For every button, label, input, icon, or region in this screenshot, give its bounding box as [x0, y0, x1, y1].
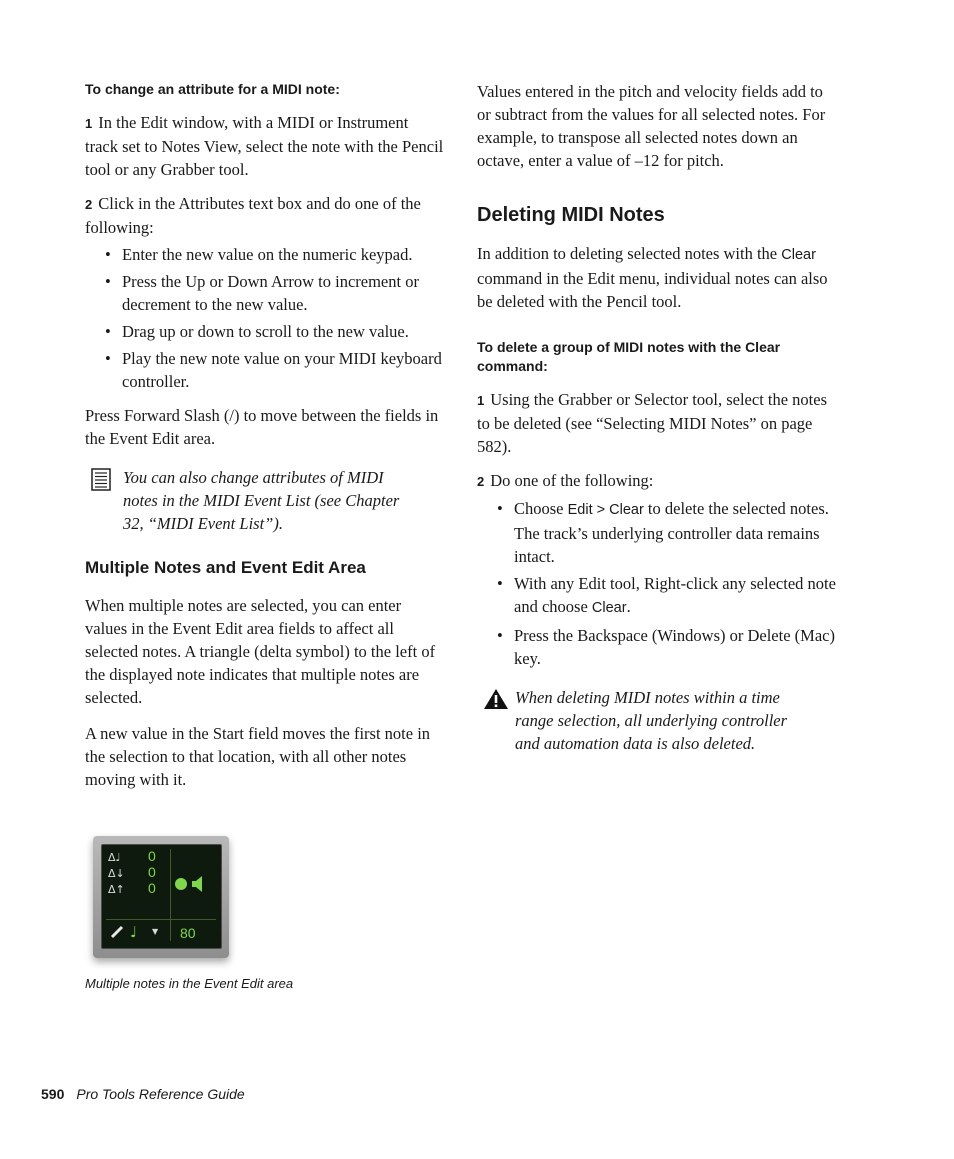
list-item [514, 497, 837, 568]
step-text: Click in the Attributes text box and do one of the following: [85, 194, 421, 237]
chevron-down-icon[interactable]: ▼ [152, 927, 159, 936]
step-text: In the Edit window, with a MIDI or Instrument track set to Notes View, select the note with the Pencil tool or any Grabber tool. [85, 113, 444, 179]
intro-text: In addition to deleting selected notes with the [477, 244, 782, 263]
item-text: With any Edit tool, Right-click any selected note and choose [514, 574, 836, 616]
list-item: • Enter the new value on the numeric keypad. [122, 243, 445, 266]
length-value[interactable]: 0 [148, 880, 156, 896]
delta-down-icon: Δ↓ [108, 867, 125, 880]
menu-path: Edit > Clear [567, 502, 644, 518]
item-text: Choose [514, 499, 568, 518]
paragraph-forward-slash: Press Forward Slash (/) to move between the fields in the Event Edit area. [85, 406, 439, 448]
step-number: 1 [85, 116, 93, 131]
paragraph-start-field: A new value in the Start field moves the first note in the selection to that location, with all other notes moving with it. [85, 724, 431, 789]
step-number: 2 [85, 197, 93, 212]
midi-port-icon [175, 878, 187, 890]
step-1 [85, 111, 445, 181]
divider [170, 849, 171, 941]
warning-text: When deleting MIDI notes within a time range selection, all underlying controller and automation data is also deleted. [515, 688, 788, 753]
step-1 [477, 388, 837, 458]
item-text: to delete the selected notes. The track’s underlying controller data remains intact. [514, 499, 829, 566]
paragraph-values: Values entered in the pitch and velocity fields add to or subtract from the values for all selected notes. For example, to transpose all selected notes down an octave, enter a value of –12 for pitch. [477, 82, 826, 170]
guide-title: Pro Tools Reference Guide [76, 1086, 245, 1102]
paragraph-intro [477, 242, 837, 313]
pencil-icon [110, 925, 124, 944]
warning-icon [483, 688, 509, 716]
divider [106, 919, 216, 920]
clear-command: Clear [781, 247, 816, 263]
note-icon-green: ♩ [130, 923, 138, 941]
paragraph-multiple-notes: When multiple notes are selected, you can enter values in the Event Edit area fields to affect all selected notes. A triangle (delta symbol) to the left of the displayed note indicates that multiple notes are selected. [85, 596, 436, 707]
section-heading: Deleting MIDI Notes [477, 204, 665, 226]
item-text: . [626, 597, 631, 616]
list-item: • Drag up or down to scroll to the new value. [122, 320, 445, 343]
warning-callout [477, 686, 837, 755]
event-edit-panel [101, 844, 222, 949]
step-number: 1 [477, 393, 485, 408]
step-number: 2 [477, 474, 485, 489]
list-item: • Press the Up or Down Arrow to increment or decrement to the new value. [122, 270, 445, 316]
left-column [85, 80, 445, 791]
start-value[interactable]: 0 [148, 848, 156, 864]
procedure-heading: To change an attribute for a MIDI note: [85, 81, 340, 97]
figure-caption: Multiple notes in the Event Edit area [85, 976, 294, 991]
step-2 [477, 469, 837, 493]
bullet-list [477, 497, 837, 670]
step-2 [85, 192, 445, 239]
note-text: You can also change attributes of MIDI notes in the MIDI Event List (see Chapter 32, “MIDI Event List”). [123, 468, 400, 533]
page-number: 590 [41, 1086, 65, 1102]
event-edit-area-figure [93, 836, 229, 958]
delta-up-icon: Δ↑ [108, 883, 125, 896]
pitch-value[interactable]: 0 [148, 864, 156, 880]
procedure-heading: To delete a group of MIDI notes with the Clear command: [477, 339, 781, 374]
list-item: • Play the new note value on your MIDI keyboard controller. [122, 347, 445, 393]
note-icon [91, 468, 113, 498]
intro-text: command in the Edit menu, individual notes can also be deleted with the Pencil tool. [477, 269, 828, 311]
list-item [514, 572, 837, 620]
note-callout [85, 466, 445, 535]
step-text: Do one of the following: [490, 471, 654, 490]
right-column [477, 80, 837, 755]
delta-note-icon: Δ♩ [108, 851, 121, 864]
page-footer [41, 1086, 245, 1102]
speaker-icon [192, 875, 206, 898]
step-text: Using the Grabber or Selector tool, select the notes to be deleted (see “Selecting MIDI Notes” on page 582). [477, 390, 828, 456]
menu-command: Clear [591, 600, 627, 616]
bullet-list [85, 243, 445, 393]
velocity-value[interactable]: 80 [180, 925, 196, 941]
list-item: • Press the Backspace (Windows) or Delete (Mac) key. [514, 624, 837, 670]
section-heading: Multiple Notes and Event Edit Area [85, 558, 366, 577]
